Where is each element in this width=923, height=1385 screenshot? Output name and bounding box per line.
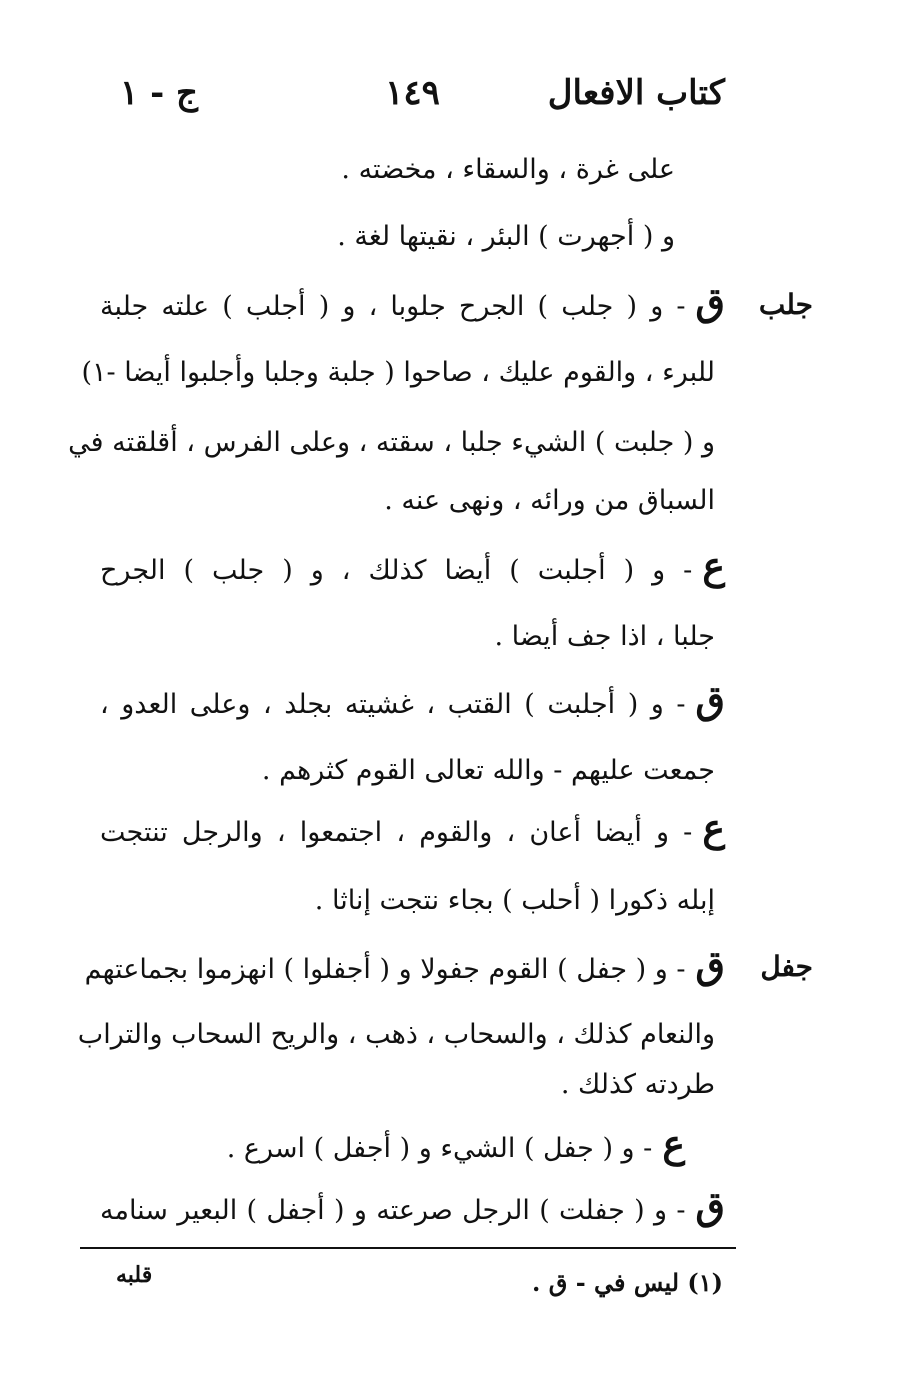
page-number: ١٤٩	[385, 73, 440, 113]
catchword: قلبه	[116, 1262, 153, 1288]
volume-label: ج - ١	[120, 73, 198, 113]
text-line: ق- و ( جفل ) القوم جفولا و ( أجفلوا ) انهزموا بجماعتهم	[84, 942, 725, 987]
text-line: و ( جلبت ) الشيء جلبا ، سقته ، وعلى الفرس ، أقلقته في	[68, 427, 715, 458]
footnote: (١) ليس في - ق .	[532, 1268, 723, 1297]
book-title: كتاب الافعال	[547, 73, 725, 113]
text-line: والنعام كذلك ، والسحاب ، ذهب ، والريح السحاب والتراب	[77, 1019, 715, 1050]
text-line: ع- و ( أجلبت ) أيضا كذلك ، و ( جلب ) الجرح	[100, 543, 725, 588]
text-line: على غرة ، والسقاء ، مخضته .	[341, 154, 675, 185]
text-line: للبرء ، والقوم عليك ، صاحوا ( جلبة وجلبا وأجلبوا أيضا -١)	[81, 357, 715, 388]
text-line: و ( أجهرت ) البئر ، نقيتها لغة .	[337, 221, 675, 252]
text-line: ع- و ( جفل ) الشيء و ( أجفل ) اسرع .	[226, 1121, 685, 1166]
text-line: ق- و ( جفلت ) الرجل صرعته و ( أجفل ) البعير سنامه	[100, 1183, 725, 1228]
text-line: السباق من ورائه ، ونهى عنه .	[384, 485, 715, 516]
text-line: إبله ذكورا ( أحلب ) بجاء نتجت إناثا .	[314, 885, 715, 916]
text-line: ع- و أيضا أعان ، والقوم ، اجتمعوا ، والرجل تنتجت	[100, 805, 725, 850]
margin-entry-jafal: جفل	[760, 950, 813, 983]
main-text	[68, 0, 725, 1240]
text-line: جمعت عليهم - والله تعالى القوم كثرهم .	[261, 755, 715, 786]
text-line: جلبا ، اذا جف أيضا .	[494, 621, 715, 652]
margin-entry-jalab: جلب	[758, 288, 813, 321]
text-line: ق- و ( جلب ) الجرح جلوبا ، و ( أجلب ) علته جلبة	[100, 279, 725, 324]
text-line: ق- و ( أجلبت ) القتب ، غشيته بجلد ، وعلى العدو ،	[100, 677, 725, 722]
text-line: طردته كذلك .	[560, 1069, 715, 1100]
footnote-divider	[80, 1247, 736, 1249]
